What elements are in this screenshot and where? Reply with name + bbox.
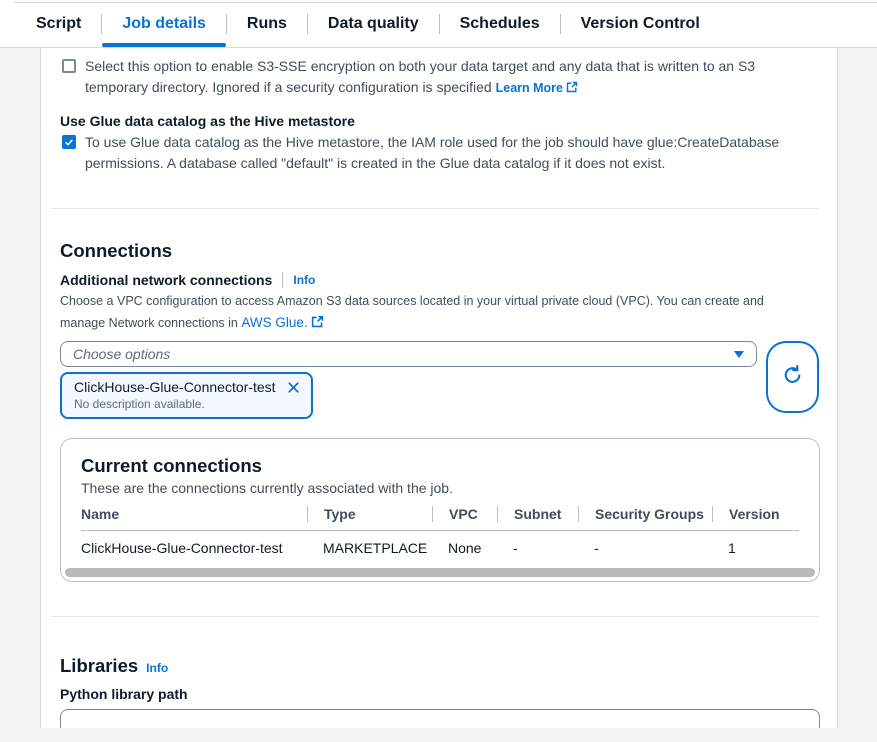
hive-metastore-checkbox[interactable]	[62, 135, 76, 149]
tab-runs[interactable]	[227, 0, 307, 47]
label-separator	[282, 272, 283, 288]
table-row	[81, 531, 799, 556]
job-details-panel	[40, 48, 838, 728]
connections-heading: Connections	[60, 240, 173, 261]
s3-sse-encryption-text: Select this option to enable S3-SSE encryption on both your data target and any data that is written to an S3 temporary directory. Ignored if a security configuration is specified	[85, 58, 756, 95]
connections-description	[60, 291, 796, 335]
content-area	[0, 48, 877, 728]
column-header-vpc: VPC	[432, 506, 497, 522]
cell-version: 1	[728, 540, 736, 556]
tab-script-label: Script	[36, 14, 82, 32]
column-header-version: Version	[712, 506, 799, 522]
connection-token-description: No description available.	[74, 397, 205, 411]
tab-version-control-label: Version Control	[580, 14, 700, 32]
refresh-button[interactable]	[766, 341, 819, 413]
connections-select[interactable]	[60, 341, 757, 367]
tab-data-quality-label: Data quality	[327, 14, 419, 32]
libraries-info-link[interactable]: Info	[146, 661, 169, 675]
tab-script[interactable]	[16, 0, 101, 47]
s3-sse-encryption-row	[62, 56, 819, 99]
hive-metastore-text: To use Glue data catalog as the Hive metastore, the IAM role used for the job should have glue:CreateDatabase permissions. A database called "default" is created in the Glue data catalog if it does not exist.	[85, 134, 780, 171]
tab-schedules[interactable]	[440, 0, 560, 47]
current-connections-heading: Current connections	[81, 455, 262, 476]
cell-type: MARKETPLACE	[323, 540, 428, 556]
python-library-path-input[interactable]	[60, 709, 820, 728]
s3-sse-encryption-checkbox[interactable]	[62, 59, 76, 73]
hive-metastore-label: Use Glue data catalog as the Hive metastore	[60, 113, 355, 129]
refresh-icon	[781, 364, 804, 390]
libraries-heading-row	[60, 654, 819, 678]
tab-data-quality[interactable]	[308, 0, 439, 47]
current-connections-subtitle: These are the connections currently associated with the job.	[81, 480, 453, 496]
tab-runs-label: Runs	[246, 14, 287, 32]
tab-schedules-label: Schedules	[459, 14, 540, 32]
column-header-name: Name	[81, 506, 120, 522]
checkmark-icon	[64, 137, 74, 148]
column-header-type: Type	[307, 506, 432, 522]
connections-description-text: Choose a VPC configuration to access Amazon S3 data sources located in your virtual private cloud (VPC). You can create and manage Network connections in	[60, 294, 764, 330]
tab-bar	[0, 0, 877, 48]
tab-version-control[interactable]	[561, 0, 720, 47]
s3-sse-encryption-label	[85, 56, 791, 99]
cell-security-groups: -	[594, 540, 599, 556]
section-divider	[52, 616, 819, 617]
column-header-security-groups: Security Groups	[578, 506, 712, 522]
cell-name: ClickHouse-Glue-Connector-test	[81, 540, 283, 556]
aws-glue-link[interactable]: AWS Glue.	[241, 315, 308, 330]
tab-job-details[interactable]	[102, 0, 226, 47]
cell-vpc: None	[448, 540, 482, 556]
hive-metastore-row	[62, 132, 819, 174]
current-connections-card	[60, 438, 820, 582]
learn-more-link[interactable]: Learn More	[495, 81, 563, 95]
column-header-subnet: Subnet	[497, 506, 578, 522]
caret-down-icon	[734, 351, 744, 358]
python-library-path-label: Python library path	[60, 686, 188, 702]
section-divider	[52, 208, 819, 209]
dismiss-icon[interactable]	[286, 380, 301, 395]
libraries-heading: Libraries	[60, 655, 139, 676]
connections-table	[81, 506, 799, 556]
cell-subnet: -	[513, 540, 518, 556]
table-header	[81, 506, 799, 531]
external-link-icon	[566, 78, 578, 99]
connections-controls	[60, 341, 819, 419]
horizontal-scrollbar[interactable]	[65, 568, 815, 577]
external-link-icon	[311, 314, 324, 335]
connections-info-link[interactable]: Info	[293, 273, 316, 287]
additional-network-connections-label: Additional network connections	[60, 272, 273, 288]
connection-token-label: ClickHouse-Glue-Connector-test	[74, 379, 276, 395]
additional-network-connections-row	[60, 272, 819, 288]
connection-token	[60, 372, 313, 419]
connections-select-placeholder: Choose options	[73, 346, 171, 362]
tab-job-details-label: Job details	[122, 14, 206, 32]
